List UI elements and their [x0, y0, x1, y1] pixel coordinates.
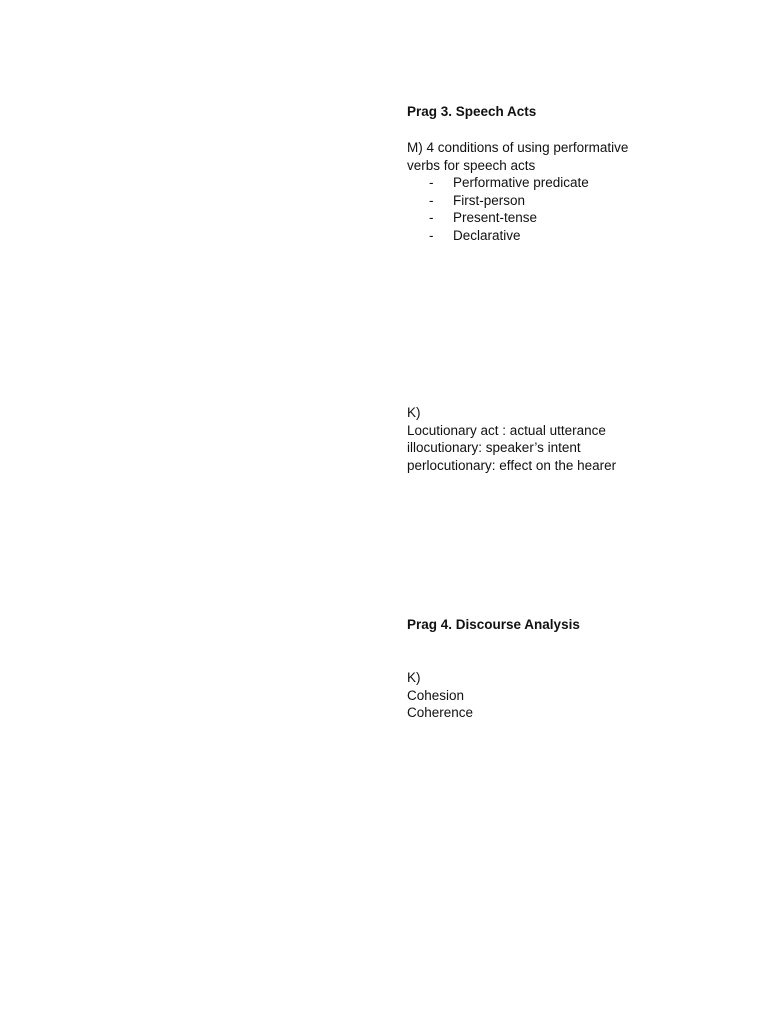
condition-item — [407, 174, 657, 192]
dash-bullet: - — [429, 175, 434, 191]
locutionary-line: Locutionary act : actual utterance — [407, 422, 606, 438]
speech-acts-heading: Prag 3. Speech Acts — [407, 104, 537, 119]
performative-conditions-block — [407, 139, 657, 245]
discourse-items-block — [407, 669, 657, 722]
condition-text: Performative predicate — [453, 175, 589, 191]
cohesion-line: Cohesion — [407, 687, 465, 703]
k-label: K) — [407, 670, 421, 685]
perlocutionary-line: perlocutionary: effect on the hearer — [407, 457, 617, 473]
conditions-intro-line-2: verbs for speech acts — [407, 157, 536, 173]
speech-act-types-block — [407, 404, 657, 474]
condition-text: Declarative — [453, 227, 521, 243]
speech-acts-heading-block — [407, 103, 657, 121]
dash-bullet: - — [429, 210, 434, 226]
illocutionary-line: illocutionary: speaker’s intent — [407, 440, 581, 456]
conditions-list — [407, 174, 657, 244]
dash-bullet: - — [429, 192, 434, 208]
dash-bullet: - — [429, 227, 434, 243]
discourse-analysis-heading-block — [407, 616, 657, 634]
condition-item — [407, 209, 657, 227]
condition-item — [407, 227, 657, 245]
condition-text: Present-tense — [453, 210, 538, 226]
condition-text: First-person — [453, 192, 526, 208]
conditions-intro-line-1: M) 4 conditions of using performative — [407, 140, 629, 155]
discourse-analysis-heading: Prag 4. Discourse Analysis — [407, 617, 580, 632]
coherence-line: Coherence — [407, 705, 474, 721]
k-label: K) — [407, 405, 421, 420]
condition-item — [407, 192, 657, 210]
